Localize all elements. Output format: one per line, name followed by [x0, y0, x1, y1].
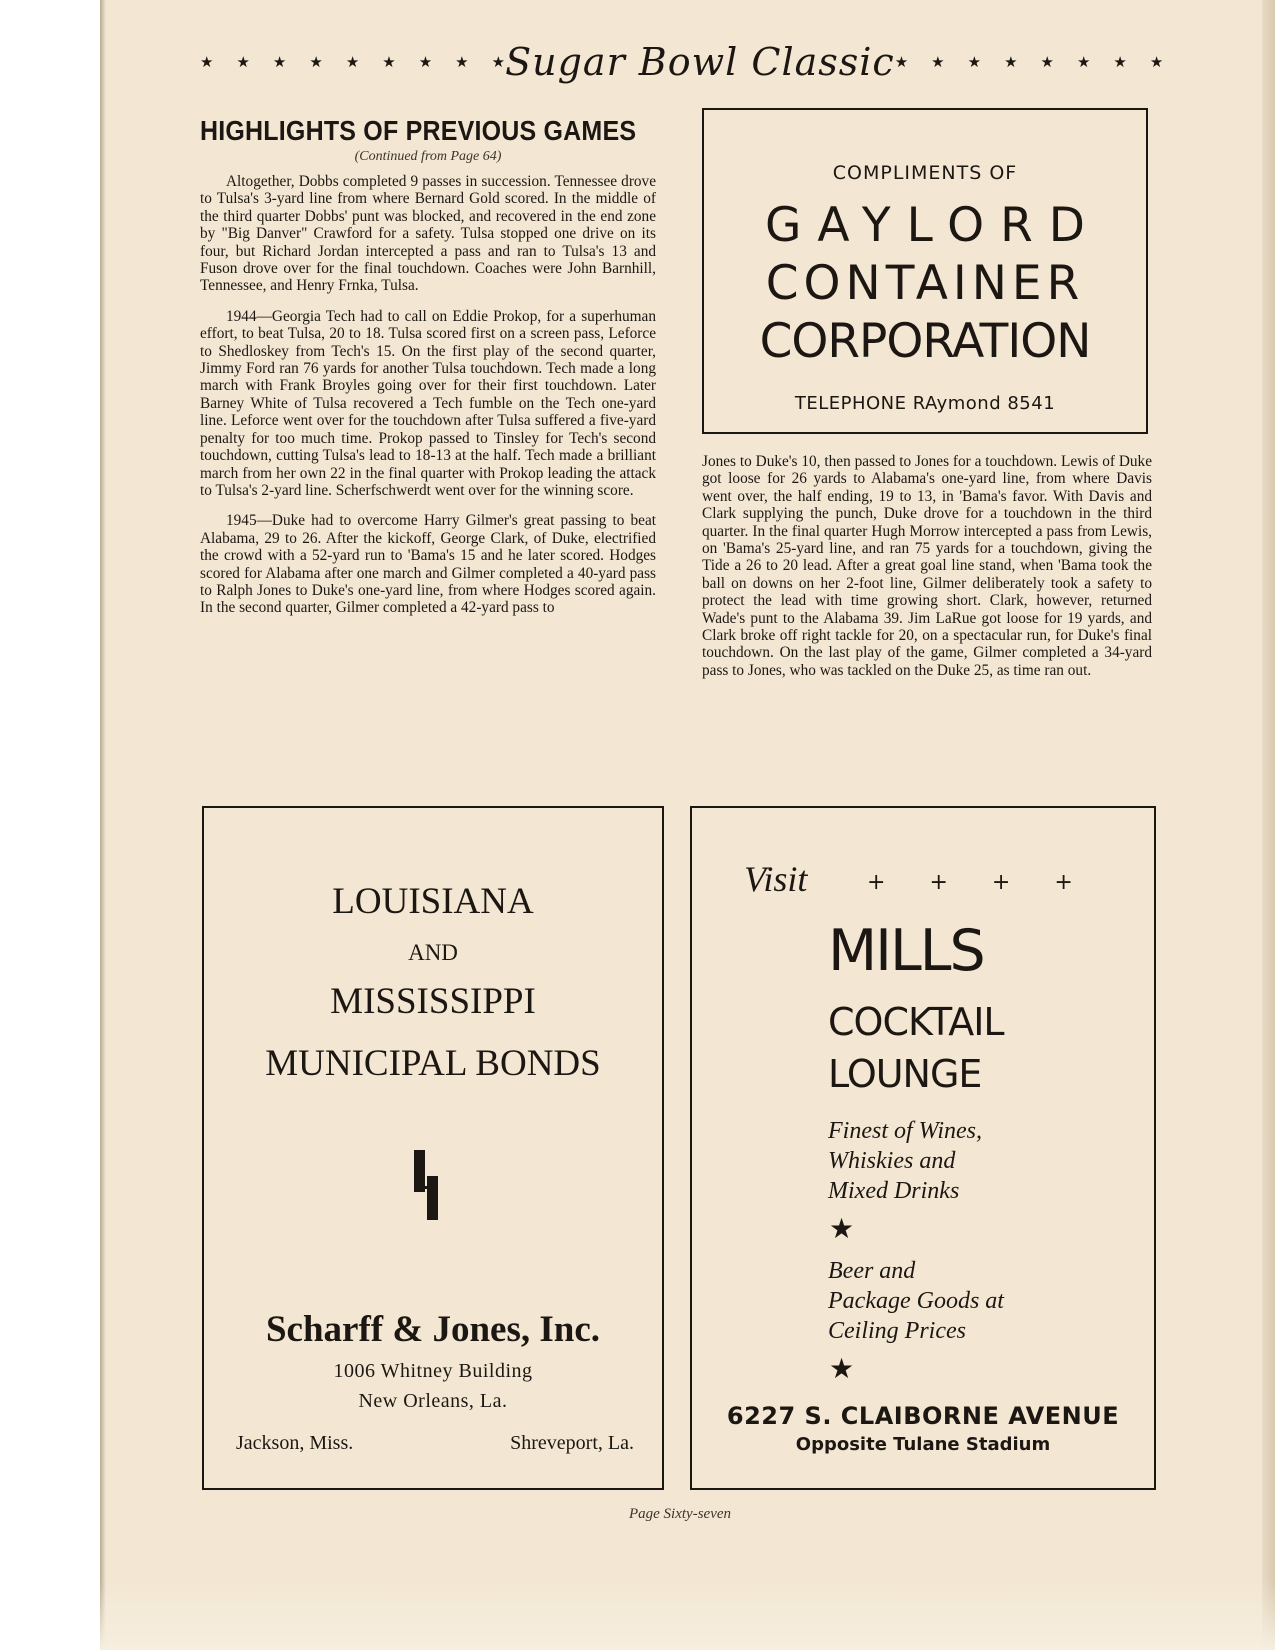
- scharff-jones-logo-icon: [414, 1150, 438, 1220]
- ad-mills-beer1: Beer and: [828, 1258, 916, 1284]
- ad-bonds-line3: MISSISSIPPI: [330, 981, 536, 1022]
- ad-mills-finest3: Mixed Drinks: [828, 1178, 960, 1204]
- ad-company-name-line2: CONTAINER: [765, 256, 1085, 311]
- ad-mills-line3: LOUNGE: [828, 1052, 982, 1096]
- star-icon: ★: [1113, 53, 1127, 71]
- star-icon: ★: [967, 53, 982, 71]
- ad-gaylord-container: [702, 108, 1148, 434]
- ad-telephone: TELEPHONE RAymond 8541: [794, 393, 1056, 414]
- star-icon: ★: [345, 53, 360, 71]
- star-icon: ★: [455, 53, 469, 71]
- ad-mills-finest2: Whiskies and: [828, 1148, 956, 1174]
- ad-mills-beer3: Ceiling Prices: [828, 1318, 966, 1344]
- star-icon: ★: [200, 53, 214, 71]
- magazine-title: Sugar Bowl Classic: [505, 40, 895, 84]
- article-paragraph: 1944—Georgia Tech had to call on Eddie Prokop, for a superhuman effort, to beat Tulsa, 20 to 18. Tulsa scored first on a screen pass, Leforce to Shedloskey from Tech's 15. On the first play of the second quarter, Jimmy Ford ran 76 yards for another Tulsa touchdown. Tech made a long march with Frank Broyles going over for their first touchdown. Later Barney White of Tulsa recovered a Tech fumble on the Tech one-yard line. Leforce went over for the touchdown after Tulsa suffered a five-yard penalty for too much time. Prokop passed to Tinsley for Tech's second touchdown, cutting Tulsa's lead to 18-13 at the half. Tech made a brilliant march from her own 22 in the final quarter with Prokop leading the attack to Tulsa's 2-yard line. Scherfschwerdt went over for the winning score.: [200, 307, 656, 499]
- article-paragraph: Jones to Duke's 10, then passed to Jones for a touchdown. Lewis of Duke got loose for 26 yards to Alabama's one-yard line, from where Davis went over, the half ending, 19 to 13, in 'Bama's favor. With Davis and Clark supplying the punch, Duke drove for a touchdown in the third quarter. In the final quarter Hugh Morrow intercepted a pass from Lewis, on 'Bama's 25-yard line, and ran 75 yards for a touchdown, giving the Tide a 26 to 20 lead. After a great goal line stand, when 'Bama took the ball on downs on her 2-foot line, Gilmer deliberately took a safety to protect the lead with time growing short. Clark, however, returned Wade's punt to the Alabama 39. Jim LaRue got loose for 19 yards, and Clark broke off right tackle for 20, on a spectacular run, for Duke's final touchdown. On the last play of the game, Gilmer completed a 34-yard pass to Jones, who was tackled on the Duke 25, as time ran out.: [702, 453, 1152, 679]
- star-icon: ★: [829, 1352, 855, 1385]
- ad-mills-opposite: Opposite Tulane Stadium: [795, 1434, 1051, 1455]
- ad-mills-address: 6227 S. CLAIBORNE AVENUE: [726, 1402, 1120, 1430]
- star-icon: ★: [1040, 53, 1054, 71]
- article-column-left: [200, 116, 656, 630]
- star-icon: ★: [382, 53, 396, 71]
- ad-scharff-jones: [202, 806, 664, 1490]
- scan-margin: [0, 0, 100, 1650]
- ad-bonds-line1: LOUISIANA: [332, 881, 534, 922]
- ad-mills-line2: COCKTAIL: [828, 1000, 1004, 1044]
- cross-icon: +: [929, 870, 948, 895]
- ad-bonds-city-left: Jackson, Miss.: [236, 1432, 354, 1454]
- ad-bonds-company: Scharff & Jones, Inc.: [265, 1309, 600, 1350]
- article-title: HIGHLIGHTS OF PREVIOUS GAMES: [200, 116, 637, 147]
- star-icon: ★: [491, 53, 506, 71]
- ad-bonds-line2: AND: [408, 940, 458, 965]
- ad-mills-visit: Visit: [744, 859, 808, 899]
- header-stars-left: [200, 53, 505, 71]
- article-paragraph: 1945—Duke had to overcome Harry Gilmer's great passing to beat Alabama, 29 to 26. After the kickoff, George Clark, of Duke, electrified the crowd with a 52-yard run to 'Bama's 15 and he later scored. Hodges scored for Alabama after one march and Gilmer completed a 40-yard pass to Ralph Jones to Duke's one-yard line, from where Hodges scored again. In the second quarter, Gilmer completed a 42-yard pass to: [200, 512, 656, 617]
- ad-company-name-line1: GAYLORD: [765, 198, 1101, 253]
- ad-bonds-line4: MUNICIPAL BONDS: [265, 1043, 601, 1084]
- article-paragraph: Altogether, Dobbs completed 9 passes in succession. Tennessee drove to Tulsa's 3-yard line from where Bernard Gold scored. In the middle of the third quarter Dobbs' punt was blocked, and recovered in the end zone by "Big Danver" Crawford for a safety. Tulsa stopped one drive on its four, but Richard Jordan intercepted a pass and ran to Tulsa's 13 and Fuson drove over for the final touchdown. Coaches were John Barnhill, Tennessee, and Henry Frnka, Tulsa.: [200, 173, 656, 295]
- ad-mills-beer2: Package Goods at: [828, 1288, 1004, 1314]
- ad-bonds-address2: New Orleans, La.: [358, 1390, 508, 1412]
- page-number: Page Sixty-seven: [628, 1506, 732, 1522]
- star-icon: ★: [931, 53, 945, 71]
- star-icon: ★: [309, 53, 323, 71]
- page-header: [200, 40, 1164, 84]
- ad-bonds-city-right: Shreveport, La.: [510, 1432, 634, 1454]
- star-icon: ★: [418, 53, 433, 71]
- star-icon: ★: [236, 53, 250, 71]
- page-bottom-fade: [100, 1580, 1275, 1650]
- ad-mills-name: MILLS: [828, 918, 984, 984]
- ad-company-name-line3: CORPORATION: [759, 314, 1091, 369]
- ad-mills-crosses: [867, 870, 1073, 895]
- star-icon: ★: [1149, 53, 1164, 71]
- star-icon: ★: [894, 53, 909, 71]
- cross-icon: +: [991, 870, 1011, 895]
- page-binding-shadow: [100, 0, 106, 1650]
- star-icon: ★: [829, 1212, 855, 1245]
- ad-mills-lounge: [690, 806, 1156, 1490]
- star-icon: ★: [1076, 53, 1091, 71]
- ad-compliments: COMPLIMENTS OF: [832, 162, 1018, 184]
- ad-mills-finest1: Finest of Wines,: [828, 1118, 982, 1144]
- cross-icon: +: [1054, 870, 1073, 895]
- star-icon: ★: [272, 53, 287, 71]
- cross-icon: +: [867, 870, 886, 895]
- article-column-right: [702, 453, 1152, 692]
- continued-note: (Continued from Page 64): [354, 149, 502, 164]
- ad-bonds-address1: 1006 Whitney Building: [333, 1360, 533, 1382]
- star-icon: ★: [1004, 53, 1018, 71]
- page-edge: [1262, 0, 1275, 1650]
- header-stars-right: [895, 53, 1164, 71]
